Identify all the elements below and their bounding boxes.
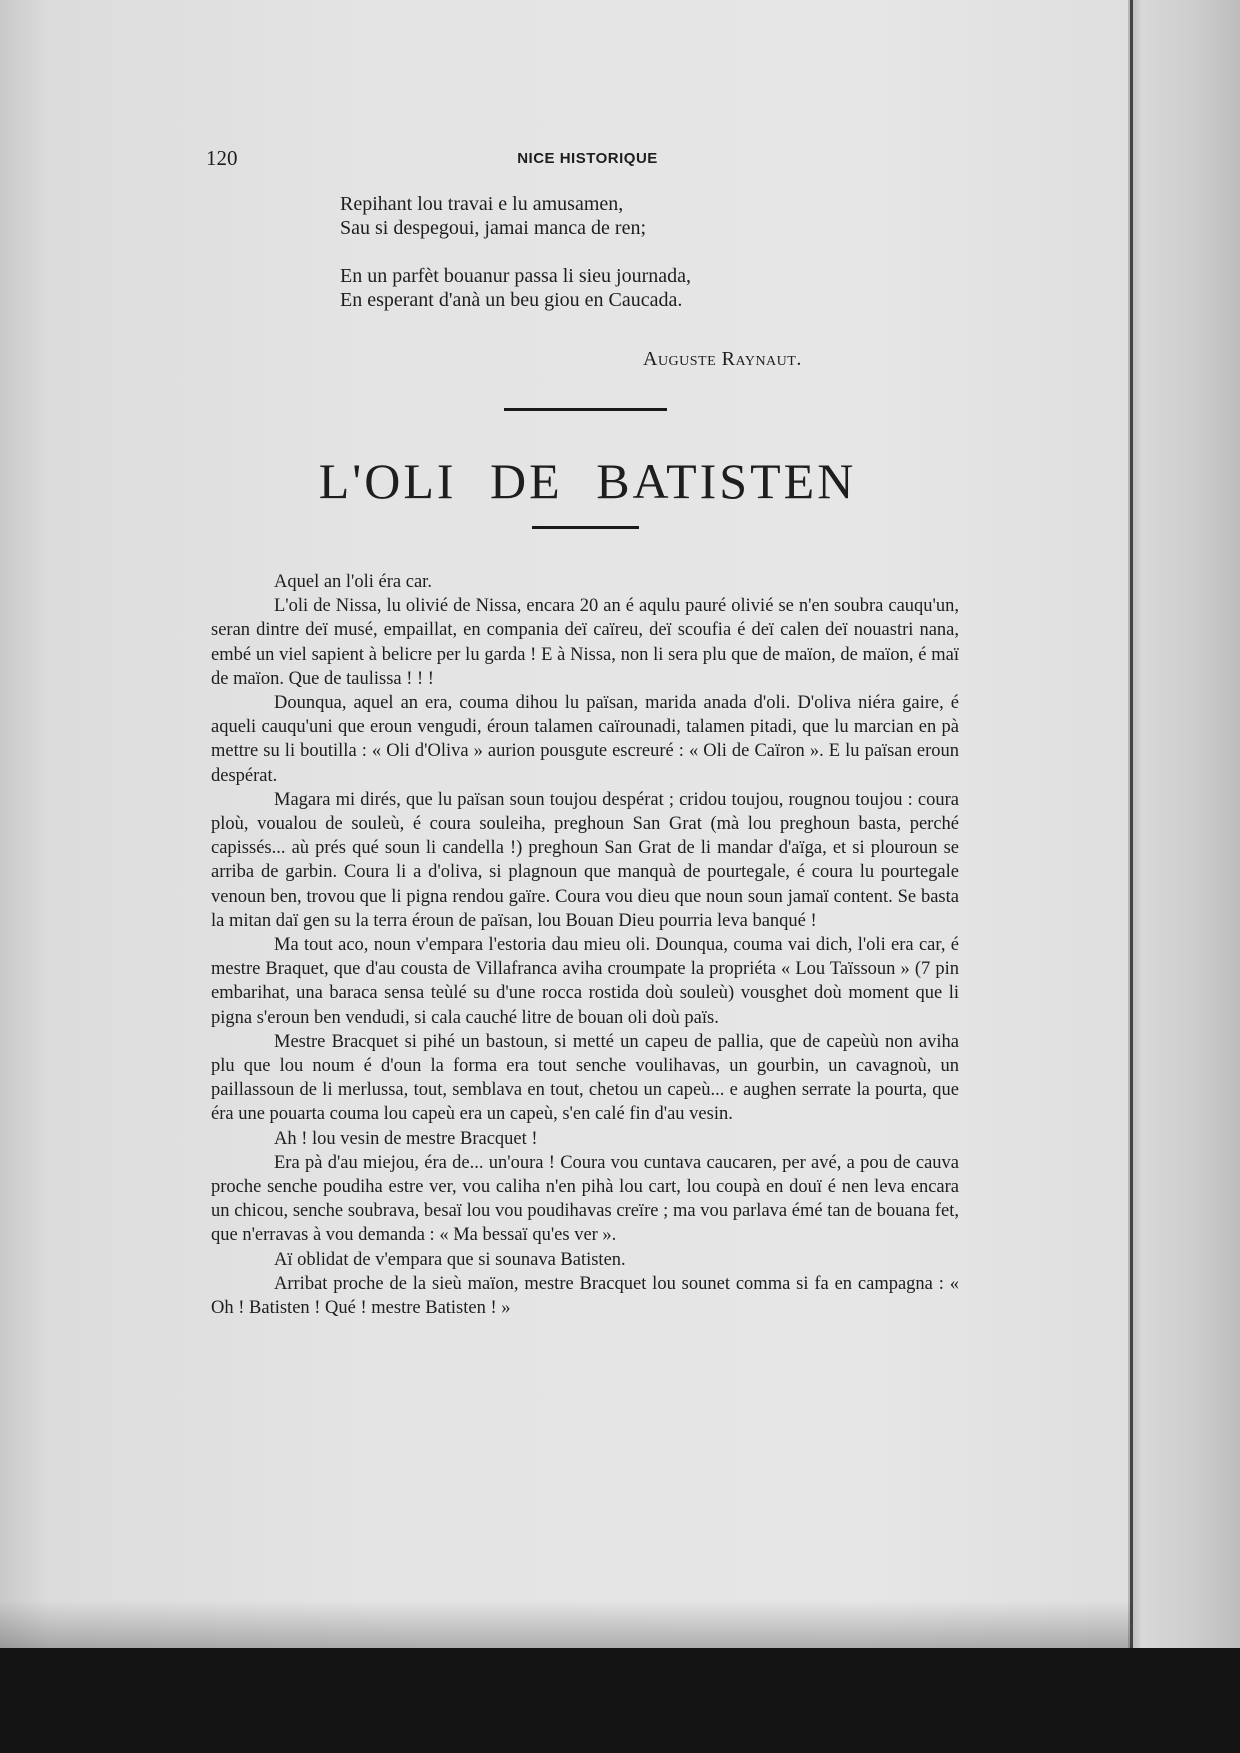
poem-stanza <box>340 264 691 312</box>
article-title: L'OLI DE BATISTEN <box>318 453 857 509</box>
paragraph: L'oli de Nissa, lu olivié de Nissa, encara 20 an é aqulu pauré olivié se n'en soubra cauqu'un, seran dintre deï musé, empaillat, en compania deï caïreu, deï scoufia é deï calen deï nouastri nana, embé un viel sapient à belicre per lu garda ! E à Nissa, non li sera plu que de maïon, de maïon, é maï de maïon. Que de taulissa ! ! ! <box>211 596 959 689</box>
article-body <box>211 570 959 1320</box>
poem-stanza <box>340 192 691 240</box>
paragraph: Ma tout aco, noun v'empara l'estoria dau mieu oli. Dounqua, couma vai dich, l'oli era car, é mestre Braquet, que d'au cousta de Villafranca aviha croumpate la propriéta « Lou Taïssoun » (7 pin embarihat, una baraca sensa teùlé su d'une rocca rostida doù souleù) vousghet doù moment que li pigna s'eroun ben vendudi, si cala cauché litre de bouan oli doù païs. <box>211 935 959 1028</box>
section-divider-top <box>504 408 667 411</box>
poem-line: Repihant lou travai e lu amusamen, <box>340 193 624 215</box>
paragraph: Arribat proche de la sieù maïon, mestre Bracquet lou sounet comma si fa en campagna : « Oh ! Batisten ! Qué ! mestre Batisten ! » <box>211 1273 959 1319</box>
paragraph: Dounqua, aquel an era, couma dihou lu païsan, marida anada d'oli. D'oliva niéra gaire, é aqueli cauqu'uni que eroun vengudi, éroun talamen caïrounadi, talamen pitadi, que lu marcian en pà mettre su li boutilla : « Oli d'Oliva » aurion pousgute escreuré : « Oli de Caïron ». E lu païsan eroun despérat. <box>211 693 959 786</box>
poem-line: En esperant d'anà un beu giou en Caucada. <box>340 289 683 311</box>
paragraph: Era pà d'au miejou, éra de... un'oura ! Coura vou cuntava caucaren, per avé, a pou de cauva proche senche poudiha estre ver, vou caliha n'en pihà lou cart, lou coupà en douï é nen leva encara un chicou, senche soubrava, besaï lou vou poudihavas creïre ; ma vou parlava émé tan de bouana fet, que n'erravas à vou demanda : « Ma bessaï qu'es ver ». <box>211 1152 959 1246</box>
poem-line: En un parfèt bouanur passa li sieu journada, <box>340 265 692 287</box>
paragraph: Mestre Bracquet si pihé un bastoun, si metté un capeu de pallia, que de capeùù non aviha plu que lou noum é d'oun la forma era tout senche voulihavas, un gourbin, un cavagnoù, un paillassoun de li merlussa, tout, semblava en tout, chetou un capeù... e aughen serrate la pourta, que éra une pouarta couma lou capeù era un capeù, s'en calé fin d'au vesin. <box>211 1031 959 1125</box>
section-divider-bottom <box>532 526 639 529</box>
paragraph: Ah ! lou vesin de mestre Bracquet ! <box>274 1128 538 1149</box>
poem-author: Auguste Raynaut. <box>643 348 802 370</box>
poem-line: Sau si despegoui, jamai manca de ren; <box>340 217 647 239</box>
running-head: NICE HISTORIQUE <box>517 150 658 167</box>
poem-excerpt <box>340 192 691 336</box>
paragraph: Magara mi dirés, que lu païsan soun toujou despérat ; cridou toujou, rougnou toujou : coura ploù, voualou de souleù, é coura souleiha, preghoun San Grat (mà lou preghoun basta, perché capissés... aù prés qué soun li candella !) preghoun San Grat de li mandar d'aïga, et si plouroun se arriba de garbin. Coura li a d'oliva, si plagnoun que manquà de pourtegale, é coura lu pourtegale venoun ben, trovou que li pigna rendou gaïre. Coura vou dieu que noun soun jamaï content. Se basta la mitan daï gen su la terra éroun de païsan, lou Bouan Dieu pourria leva banqué ! <box>211 789 959 931</box>
page-number: 120 <box>206 146 238 170</box>
paragraph: Aï oblidat de v'empara que si sounava Batisten. <box>274 1249 626 1270</box>
paragraph: Aquel an l'oli éra car. <box>274 572 432 592</box>
